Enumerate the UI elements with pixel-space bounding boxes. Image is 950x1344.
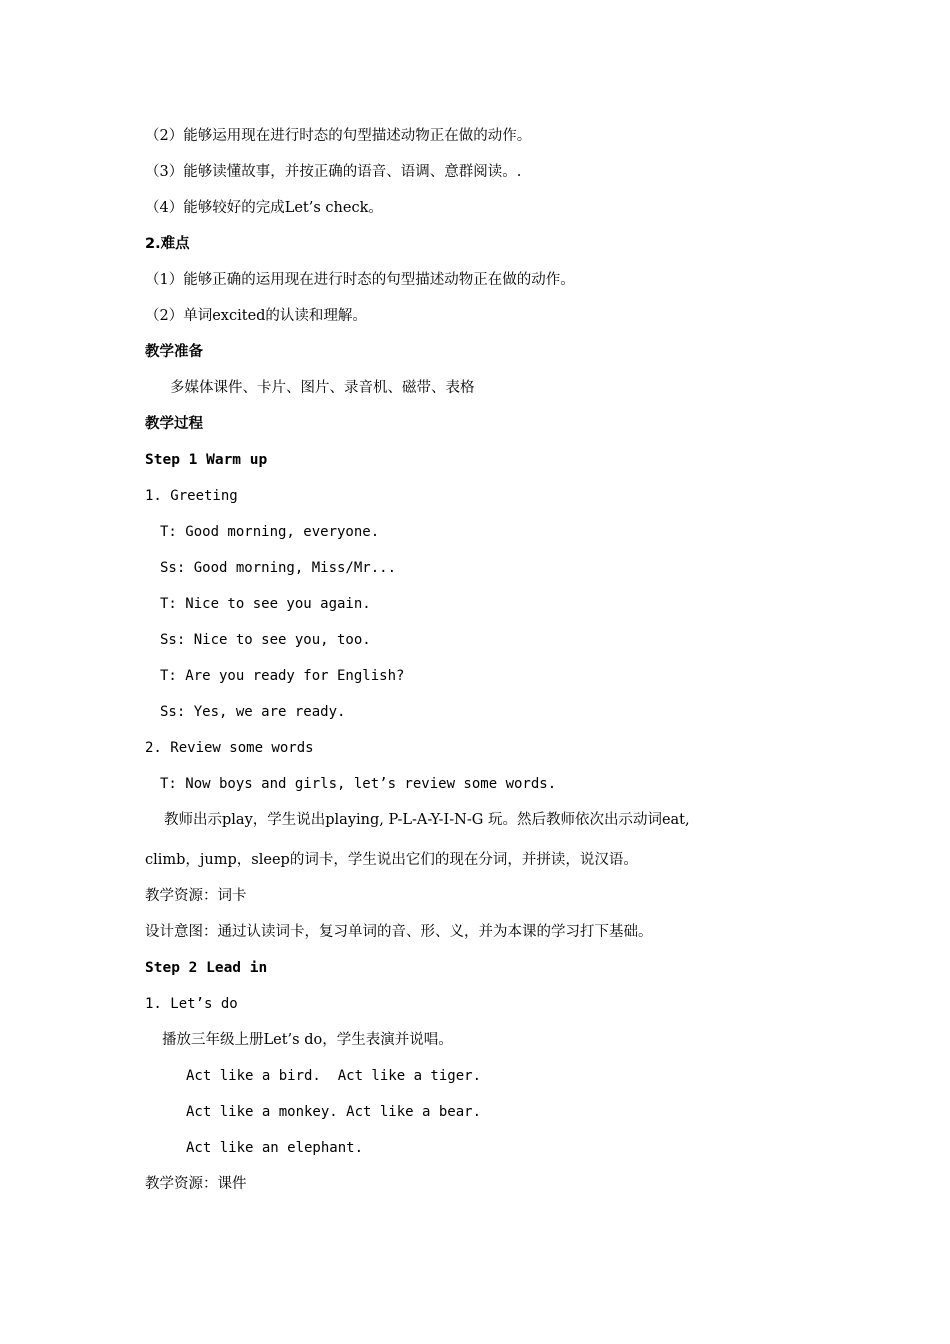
chant-line: Act like a monkey. Act like a bear.: [186, 1104, 482, 1120]
dialogue-line: Ss: Good morning, Miss/Mr...: [160, 560, 397, 576]
review-resource: 教学资源：词卡: [145, 888, 247, 904]
review-teacher-line: T: Now boys and girls, let’s review some words.: [160, 776, 557, 792]
preparation-heading: 教学准备: [145, 344, 203, 360]
step1-heading: Step 1 Warm up: [145, 452, 268, 468]
objective-item-3: （3）能够读懂故事，并按正确的语音、语调、意群阅读。.: [145, 164, 522, 180]
greeting-title: 1. Greeting: [145, 488, 238, 504]
dialogue-line: T: Nice to see you again.: [160, 596, 371, 612]
step2-heading: Step 2 Lead in: [145, 960, 268, 976]
difficulties-heading: 2.难点: [145, 236, 190, 252]
preparation-text: 多媒体课件、卡片、图片、录音机、磁带、表格: [170, 380, 475, 396]
dialogue-line: Ss: Nice to see you, too.: [160, 632, 371, 648]
letsdo-intro: 播放三年级上册Let’s do，学生表演并说唱。: [162, 1032, 453, 1048]
review-paragraph-line-2: climb，jump，sleep的词卡，学生说出它们的现在分词，并拼读，说汉语。: [145, 852, 638, 868]
objective-item-2: （2）能够运用现在进行时态的句型描述动物正在做的动作。: [145, 128, 532, 144]
letsdo-title: 1. Let’s do: [145, 996, 238, 1012]
review-title: 2. Review some words: [145, 740, 314, 756]
dialogue-line: T: Are you ready for English?: [160, 668, 405, 684]
chant-line: Act like a bird. Act like a tiger.: [186, 1068, 482, 1084]
process-heading: 教学过程: [145, 416, 203, 432]
difficulty-item-1: （1）能够正确的运用现在进行时态的句型描述动物正在做的动作。: [145, 272, 575, 288]
chant-line: Act like an elephant.: [186, 1140, 364, 1156]
dialogue-line: Ss: Yes, we are ready.: [160, 704, 346, 720]
review-paragraph-line-1: 教师出示play，学生说出playing, P-L-A-Y-I-N-G 玩。然后教师依次出示动词eat,: [164, 812, 690, 828]
dialogue-line: T: Good morning, everyone.: [160, 524, 380, 540]
review-intent: 设计意图：通过认读词卡，复习单词的音、形、义，并为本课的学习打下基础。: [145, 924, 653, 940]
difficulty-item-2: （2）单词excited的认读和理解。: [145, 308, 367, 324]
objective-item-4: （4）能够较好的完成Let’s check。: [145, 200, 383, 216]
letsdo-resource: 教学资源：课件: [145, 1176, 247, 1192]
